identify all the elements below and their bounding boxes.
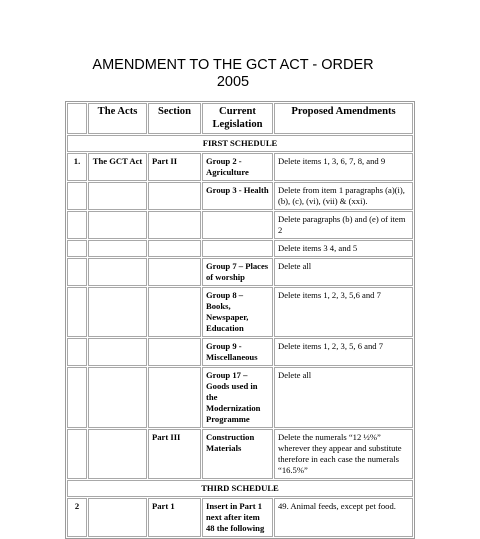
act-cell: The GCT Act <box>88 153 147 181</box>
current-legislation-cell: Group 2 - Agriculture <box>202 153 273 181</box>
schedule-row <box>67 480 413 497</box>
row-number <box>67 338 87 366</box>
document-title <box>60 57 406 91</box>
section-cell: Part 1 <box>148 498 201 537</box>
table-row <box>67 367 413 428</box>
proposed-amendment-cell: Delete items 3 4, and 5 <box>274 240 413 257</box>
header-acts: The Acts <box>88 103 147 134</box>
current-legislation-cell: Group 17 – Goods used in the Modernization Programme <box>202 367 273 428</box>
proposed-amendment-cell: Delete from item 1 paragraphs (a)(i), (b), (c), (vi), (vii) & (xxi). <box>274 182 413 210</box>
schedule-row <box>67 135 413 152</box>
act-cell <box>88 258 147 286</box>
act-cell <box>88 338 147 366</box>
act-cell <box>88 429 147 479</box>
proposed-amendment-cell: Delete all <box>274 367 413 428</box>
act-cell <box>88 287 147 337</box>
section-cell <box>148 211 201 239</box>
act-cell <box>88 211 147 239</box>
act-cell <box>88 182 147 210</box>
amendments-table <box>65 101 415 539</box>
table-row <box>67 338 413 366</box>
table-row <box>67 240 413 257</box>
act-cell <box>88 367 147 428</box>
schedule-heading: THIRD SCHEDULE <box>67 480 413 497</box>
row-number <box>67 240 87 257</box>
proposed-amendment-cell: 49. Animal feeds, except pet food. <box>274 498 413 537</box>
table-row <box>67 211 413 239</box>
table-row <box>67 287 413 337</box>
title-line-1: AMENDMENT TO THE GCT ACT - ORDER <box>92 57 374 73</box>
current-legislation-cell: Group 9 - Miscellaneous <box>202 338 273 366</box>
current-legislation-cell: Insert in Part 1 next after item 48 the following <box>202 498 273 537</box>
header-number <box>67 103 87 134</box>
section-cell <box>148 338 201 366</box>
row-number <box>67 429 87 479</box>
current-legislation-cell <box>202 240 273 257</box>
proposed-amendment-cell: Delete items 1, 2, 3, 5,6 and 7 <box>274 287 413 337</box>
proposed-amendment-cell: Delete items 1, 3, 6, 7, 8, and 9 <box>274 153 413 181</box>
row-number: 1. <box>67 153 87 181</box>
proposed-amendment-cell: Delete paragraphs (b) and (e) of item 2 <box>274 211 413 239</box>
act-cell <box>88 498 147 537</box>
section-cell <box>148 287 201 337</box>
section-cell <box>148 182 201 210</box>
table-row <box>67 429 413 479</box>
section-cell <box>148 367 201 428</box>
act-cell <box>88 240 147 257</box>
section-cell <box>148 240 201 257</box>
section-cell: Part III <box>148 429 201 479</box>
schedule-heading: FIRST SCHEDULE <box>67 135 413 152</box>
header-current-legislation: Current Legislation <box>202 103 273 134</box>
title-line-2: 2005 <box>216 74 250 90</box>
row-number <box>67 211 87 239</box>
row-number: 2 <box>67 498 87 537</box>
current-legislation-cell: Group 8 – Books, Newspaper, Education <box>202 287 273 337</box>
table-row <box>67 498 413 537</box>
proposed-amendment-cell: Delete all <box>274 258 413 286</box>
section-cell <box>148 258 201 286</box>
row-number <box>67 182 87 210</box>
current-legislation-cell: Group 3 - Health <box>202 182 273 210</box>
section-cell: Part II <box>148 153 201 181</box>
current-legislation-cell: Construction Materials <box>202 429 273 479</box>
current-legislation-cell: Group 7 – Places of worship <box>202 258 273 286</box>
proposed-amendment-cell: Delete items 1, 2, 3, 5, 6 and 7 <box>274 338 413 366</box>
header-section: Section <box>148 103 201 134</box>
table-row <box>67 182 413 210</box>
table-row <box>67 258 413 286</box>
proposed-amendment-cell: Delete the numerals “12 ½%” wherever they appear and substitute therefore in each case the numerals “16.5%” <box>274 429 413 479</box>
current-legislation-cell <box>202 211 273 239</box>
row-number <box>67 258 87 286</box>
row-number <box>67 287 87 337</box>
table-row <box>67 153 413 181</box>
table-header-row <box>67 103 413 134</box>
header-proposed-amendments: Proposed Amendments <box>274 103 413 134</box>
row-number <box>67 367 87 428</box>
